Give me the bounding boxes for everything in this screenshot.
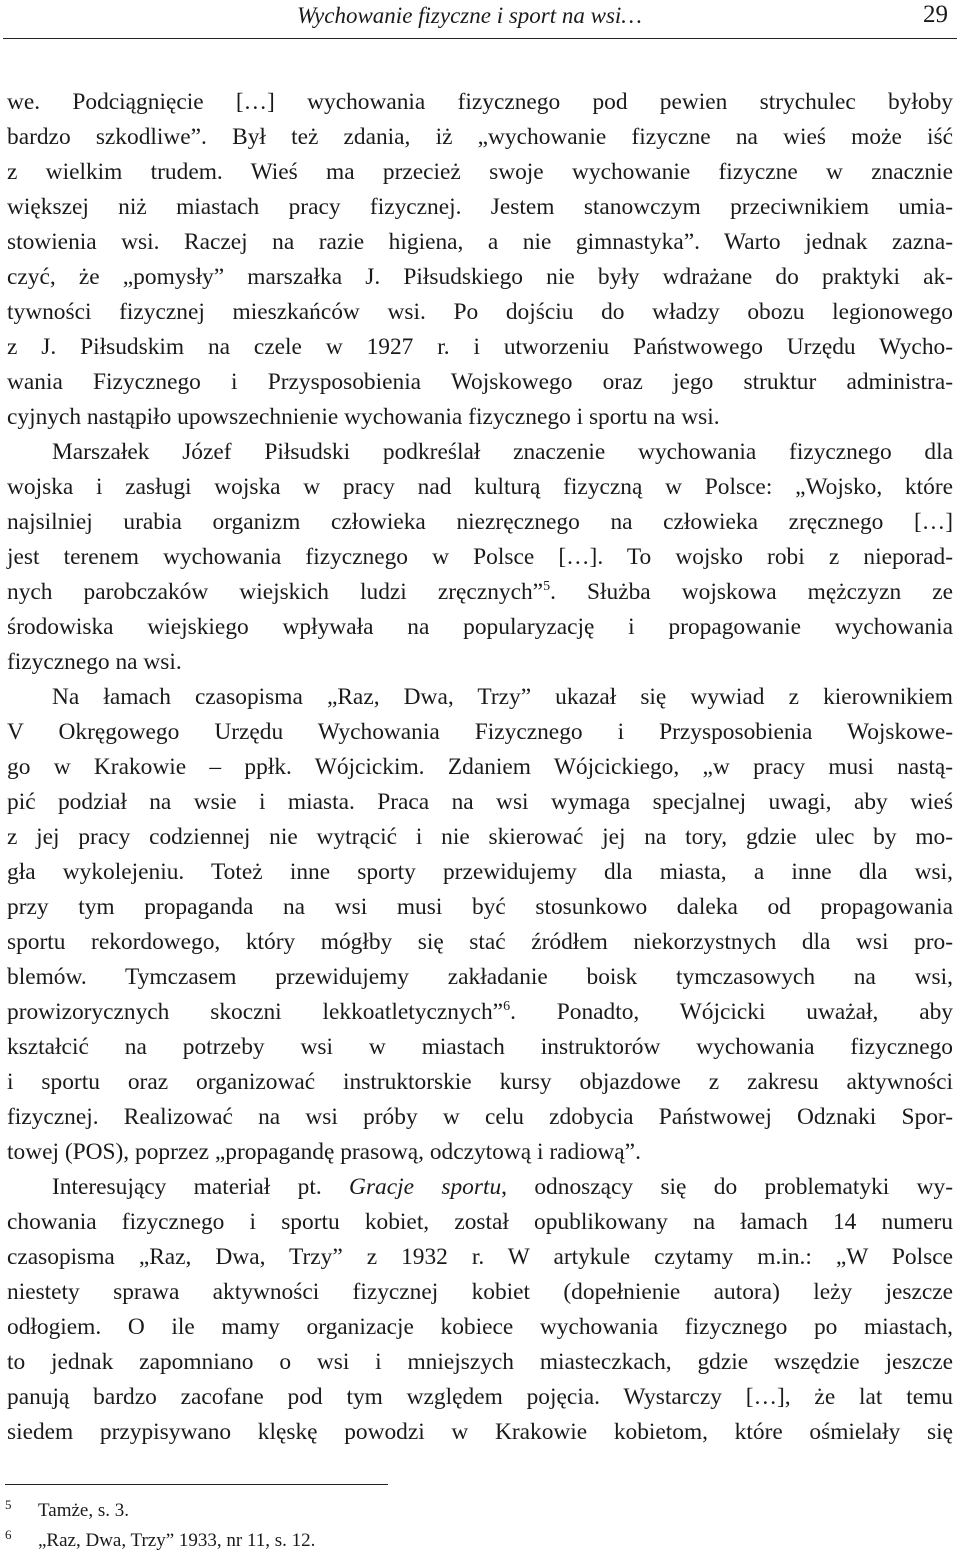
paragraph-start-line: Marszałek Józef Piłsudski podkreślał znaczenie wychowania fizycznego dla xyxy=(52,439,953,465)
running-title: Wychowanie fizyczne i sport na wsi… xyxy=(297,3,642,28)
text-line: odłogiem. O ile mamy organizacje kobiece wychowania fizycznego po miastach, xyxy=(7,1314,953,1340)
text-line: przy tym propaganda na wsi musi być stosunkowo daleka od propagowania xyxy=(7,894,953,920)
text-line: siedem przypisywano klęskę powodzi w Krakowie kobietom, które ośmielały się xyxy=(7,1419,953,1445)
text-segment: nych parobczaków wiejskich ludzi zręcznych” xyxy=(7,579,544,605)
text-line: sportu rekordowego, który mógłby się stać źródłem niekorzystnych dla wsi pro- xyxy=(7,929,953,955)
text-line: pić podział na wsie i miasta. Praca na wsi wymaga specjalnej uwagi, aby wieś xyxy=(7,789,953,815)
text-line: czasopisma „Raz, Dwa, Trzy” z 1932 r. W artykule czytamy m.in.: „W Polsce xyxy=(7,1244,953,1270)
text-line: towej (POS), poprzez „propagandę prasową, odczytową i radiową”. xyxy=(7,1139,641,1165)
text-line: blemów. Tymczasem przewidujemy zakładanie boisk tymczasowych na wsi, xyxy=(7,964,953,990)
text-line: czyć, że „pomysły” marszałka J. Piłsudskiego nie były wdrażane do praktyki ak- xyxy=(7,264,953,290)
text-line: najsilniej urabia organizm człowieka niezręcznego na człowieka zręcznego […] xyxy=(7,509,953,535)
text-segment: prowizorycznych skoczni lekkoatletycznych” xyxy=(7,999,504,1025)
footnote-separator xyxy=(5,1484,388,1485)
text-segment: . Służba wojskowa mężczyzn ze xyxy=(550,579,953,605)
running-header xyxy=(0,0,960,36)
footnote-number: 5 xyxy=(5,1497,12,1512)
text-segment: Interesujący materiał pt. xyxy=(52,1174,350,1200)
text-line: bardzo szkodliwe”. Był też zdania, iż „wychowanie fizyczne na wieś może iść xyxy=(7,124,953,150)
text-line: go w Krakowie – ppłk. Wójcickim. Zdaniem Wójcickiego, „w pracy musi nastą- xyxy=(7,754,953,780)
footnote-text: „Raz, Dwa, Trzy” 1933, nr 11, s. 12. xyxy=(38,1530,316,1551)
text-segment: , odnoszący się do problematyki wy- xyxy=(501,1174,953,1200)
page-number: 29 xyxy=(923,1,948,28)
text-line: środowiska wiejskiego wpływała na popularyzację i propagowanie wychowania xyxy=(7,614,953,640)
footnote-number: 6 xyxy=(5,1527,12,1542)
text-line: gła wykolejeniu. Toteż inne sporty przewidujemy dla miasta, a inne dla wsi, xyxy=(7,859,953,885)
text-line xyxy=(7,575,953,609)
text-line: to jednak zapomniano o wsi i mniejszych miasteczkach, gdzie wszędzie jeszcze xyxy=(7,1349,953,1375)
text-line: wania Fizycznego i Przysposobienia Wojskowego oraz jego struktur administra- xyxy=(7,369,953,395)
text-line: z wielkim trudem. Wieś ma przecież swoje wychowanie fizyczne w znacznie xyxy=(7,159,953,185)
text-line: jest terenem wychowania fizycznego w Polsce […]. To wojsko robi z nieporad- xyxy=(7,544,953,570)
text-line: z jej pracy codziennej nie wytrącić i nie skierować jej na tory, gdzie ulec by mo- xyxy=(7,824,953,850)
header-rule xyxy=(3,38,957,39)
text-segment: . Ponadto, Wójcicki uważał, aby xyxy=(510,999,953,1025)
text-line: niestety sprawa aktywności fizycznej kobiet (dopełnienie autora) leży jeszcze xyxy=(7,1279,953,1305)
text-line: i sportu oraz organizować instruktorskie kursy objazdowe z zakresu aktywności xyxy=(7,1069,953,1095)
text-line: V Okręgowego Urzędu Wychowania Fizycznego i Przysposobienia Wojskowe- xyxy=(7,719,953,745)
paragraph-start-line xyxy=(52,1170,953,1204)
footnote xyxy=(5,1528,605,1554)
paragraph-start-line: Na łamach czasopisma „Raz, Dwa, Trzy” ukazał się wywiad z kierownikiem xyxy=(52,684,953,710)
footnote-text: Tamże, s. 3. xyxy=(38,1500,130,1521)
article-title: Gracje sportu xyxy=(349,1174,502,1200)
footnote xyxy=(5,1498,605,1524)
text-line: chowania fizycznego i sportu kobiet, został opublikowany na łamach 14 numeru xyxy=(7,1209,953,1235)
text-line: panują bardzo zacofane pod tym względem pojęcia. Wystarczy […], że lat temu xyxy=(7,1384,953,1410)
text-line: tywności fizycznej mieszkańców wsi. Po dojściu do władzy obozu legionowego xyxy=(7,299,953,325)
text-line: stowienia wsi. Raczej na razie higiena, a nie gimnastyka”. Warto jednak zazna- xyxy=(7,229,953,255)
text-line: kształcić na potrzeby wsi w miastach instruktorów wychowania fizycznego xyxy=(7,1034,953,1060)
text-line: większej niż miastach pracy fizycznej. Jestem stanowczym przeciwnikiem umia- xyxy=(7,194,953,220)
text-line: z J. Piłsudskim na czele w 1927 r. i utworzeniu Państwowego Urzędu Wycho- xyxy=(7,334,953,360)
text-line: cyjnych nastąpiło upowszechnienie wychowania fizycznego i sportu na wsi. xyxy=(7,404,720,430)
text-line: we. Podciągnięcie […] wychowania fizycznego pod pewien strychulec byłoby xyxy=(7,89,953,115)
text-line: fizycznej. Realizować na wsi próby w celu zdobycia Państwowej Odznaki Spor- xyxy=(7,1104,953,1130)
footnote-ref-6: 6 xyxy=(503,999,511,1014)
footnote-ref-5: 5 xyxy=(543,579,551,594)
text-line: fizycznego na wsi. xyxy=(7,649,182,675)
text-line xyxy=(7,995,953,1029)
text-line: wojska i zasługi wojska w pracy nad kulturą fizyczną w Polsce: „Wojsko, które xyxy=(7,474,953,500)
